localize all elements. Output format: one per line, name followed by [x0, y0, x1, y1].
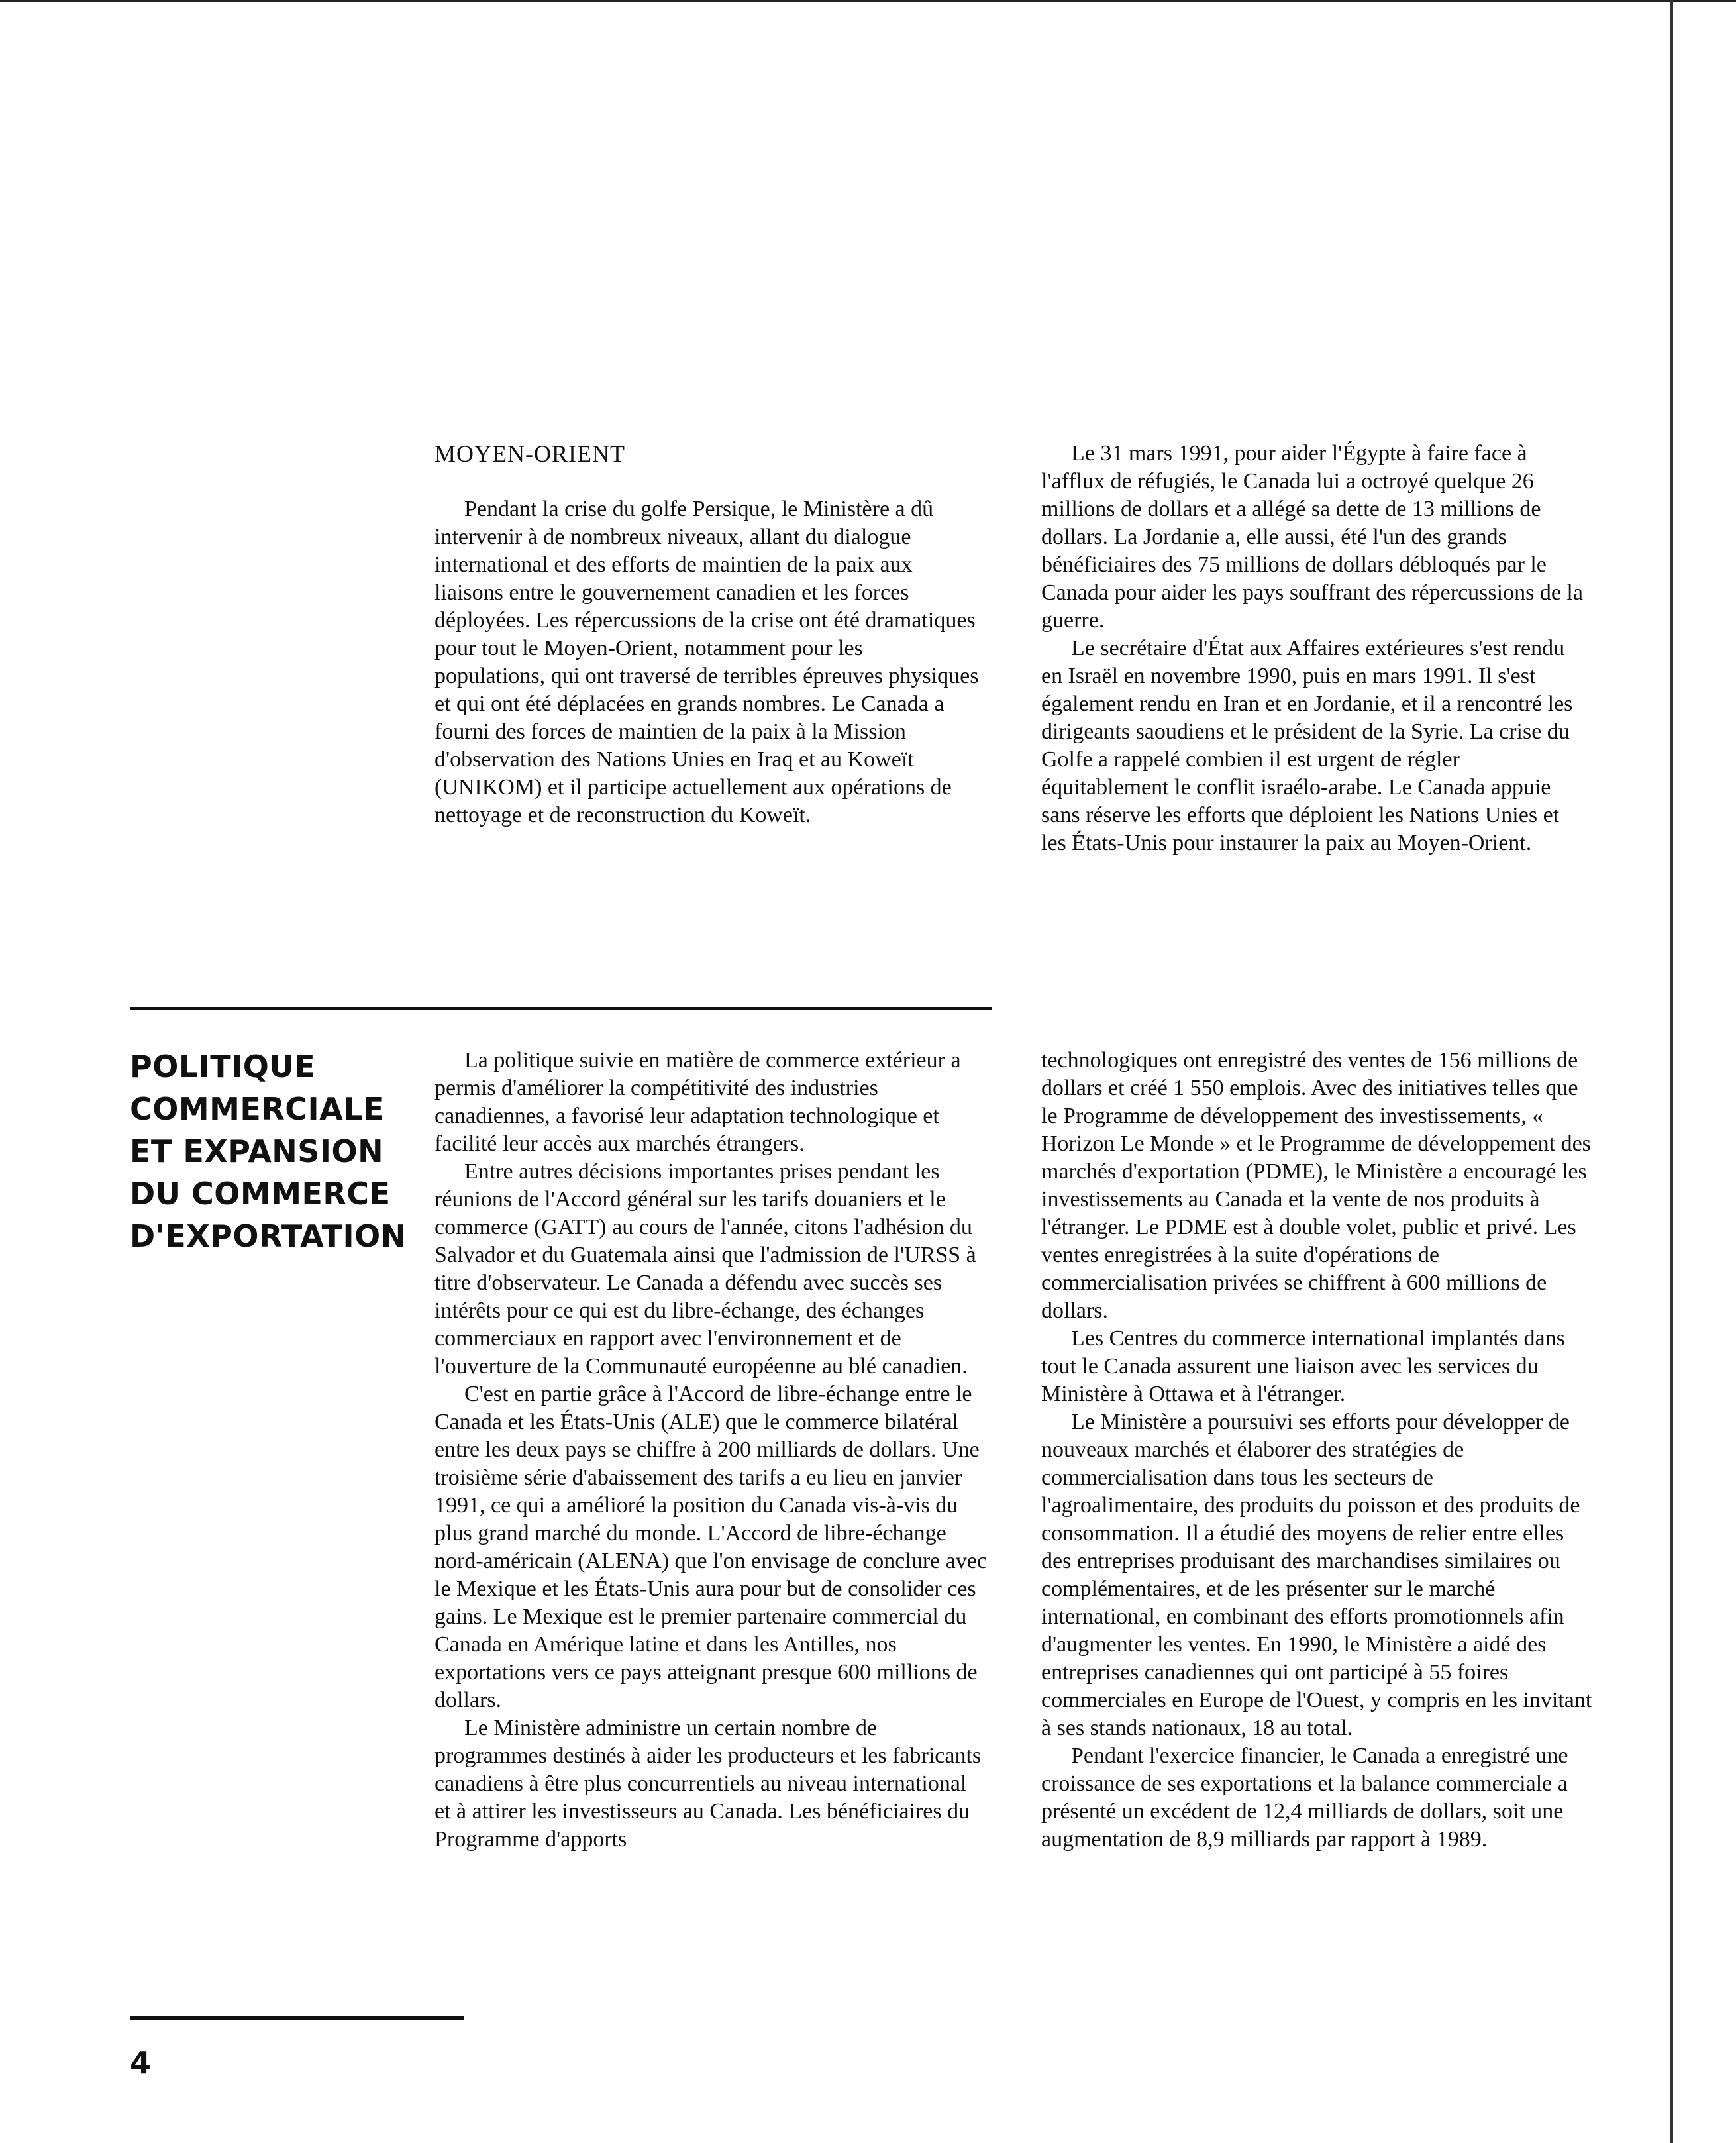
section2-paragraph: Les Centres du commerce international implantés dans tout le Canada assurent une liaison avec les services du Ministère à Ottawa et à l'étranger. — [1041, 1326, 1565, 1406]
section2-heading-line: D'EXPORTATION — [130, 1218, 407, 1254]
section2-heading — [130, 1045, 407, 1257]
section1-paragraph: Le secrétaire d'État aux Affaires extérieures s'est rendu en Israël en novembre 1990, puis en mars 1991. Il s'est également rendu en Iran et en Jordanie, et il a rencontré les dirigeants saoudiens et le président de la Syrie. La crise du Golfe a rappelé combien il est urgent de régler équitablement le conflit israélo-arabe. Le Canada appuie sans réserve les efforts que déploient les Nations Unies et les États-Unis pour instaurer la paix au Moyen-Orient. — [1041, 636, 1573, 855]
page-edge-rule — [1670, 0, 1673, 2143]
section2-heading-line: DU COMMERCE — [130, 1176, 391, 1212]
section1-title: MOYEN-ORIENT — [434, 441, 625, 467]
section2-heading-line: ET EXPANSION — [130, 1133, 384, 1169]
top-rule — [0, 0, 1736, 2]
section2-rule — [130, 1007, 992, 1010]
section1-column-right — [1041, 440, 1587, 857]
page-number: 4 — [130, 2045, 152, 2081]
section2-paragraph: C'est en partie grâce à l'Accord de libre-échange entre le Canada et les États-Unis (ALE) que le commerce bilatéral entre les deux pays se chiffre à 200 milliards de dollars. Une troisième série d'abaissement des tarifs a eu lieu en janvier 1991, ce qui a amélioré la position du Canada vis-à-vis du plus grand marché du monde. L'Accord de libre-échange nord-américain (ALENA) que l'on envisage de conclure avec le Mexique et les États-Unis aura pour but de consolider ces gains. Le Mexique est le premier partenaire commercial du Canada en Amérique latine et dans les Antilles, nos exportations vers ce pays atteignant presque 600 millions de dollars. — [434, 1382, 988, 1712]
section1-paragraph: Le 31 mars 1991, pour aider l'Égypte à faire face à l'afflux de réfugiés, le Canada lui a octroyé quelque 26 millions de dollars et a allégé sa dette de 13 millions de dollars. La Jordanie a, elle aussi, été l'un des grands bénéficiaires des 75 millions de dollars débloqués par le Canada pour aider les pays souffrant des répercussions de la guerre. — [1041, 441, 1583, 633]
footer-rule — [130, 2016, 464, 2020]
section2-column-right — [1041, 1047, 1595, 1854]
section2-paragraph: Le Ministère administre un certain nombre de programmes destinés à aider les producteurs et les fabricants canadiens à être plus concurrentiels au niveau international et à attirer les investisseurs au Canada. Les bénéficiaires du Programme d'apports — [434, 1716, 982, 1852]
section2-column-left — [434, 1047, 988, 1854]
section1-column-left — [434, 440, 979, 829]
section2-paragraph: Entre autres décisions importantes prises pendant les réunions de l'Accord général sur les tarifs douaniers et le commerce (GATT) au cours de l'année, citons l'adhésion du Salvador et du Guatemala ainsi que l'admission de l'URSS à titre d'observateur. Le Canada a défendu avec succès ses intérêts pour ce qui est du libre-échange, des échanges commerciaux en rapport avec l'environnement et de l'ouverture de la Communauté européenne au blé canadien. — [434, 1159, 976, 1379]
section1-paragraph: Pendant la crise du golfe Persique, le Ministère a dû intervenir à de nombreux niveaux, allant du dialogue international et des efforts de maintien de la paix aux liaisons entre le gouvernement canadien et les forces déployées. Les répercussions de la crise ont été dramatiques pour tout le Moyen-Orient, notamment pour les populations, qui ont traversé de terribles épreuves physiques et qui ont été déplacées en grands nombres. Le Canada a fourni des forces de maintien de la paix à la Mission d'observation des Nations Unies en Iraq et au Koweït (UNIKOM) et il participe actuellement aux opérations de nettoyage et de reconstruction du Koweït. — [434, 497, 979, 827]
section2-paragraph: La politique suivie en matière de commerce extérieur a permis d'améliorer la compétitivité des industries canadiennes, a favorisé leur adaptation technologique et facilité leur accès aux marchés étrangers. — [434, 1048, 961, 1156]
section2-paragraph: Le Ministère a poursuivi ses efforts pour développer de nouveaux marchés et élaborer des stratégies de commercialisation dans tous les secteurs de l'agroalimentaire, des produits du poisson et des produits de consommation. Il a étudié des moyens de relier entre elles des entreprises produisant des marchandises similaires ou complémentaires, et de les présenter sur le marché international, en combinant des efforts promotionnels afin d'augmenter les ventes. En 1990, le Ministère a aidé des entreprises canadiennes qui ont participé à 55 foires commerciales en Europe de l'Ouest, y compris en les invitant à ses stands nationaux, 18 au total. — [1041, 1410, 1592, 1740]
section2-heading-line: COMMERCIALE — [130, 1091, 384, 1127]
section2-paragraph: technologiques ont enregistré des ventes de 156 millions de dollars et créé 1 550 emplois. Avec des initiatives telles que le Programme de développement des investissements, « Horizon Le Monde » et le Programme de développement des marchés d'exportation (PDME), le Ministère a encouragé les investissements au Canada et la vente de nos produits à l'étranger. Le PDME est à double volet, public et privé. Les ventes enregistrées à la suite d'opérations de commercialisation privées se chiffrent à 600 millions de dollars. — [1041, 1048, 1591, 1323]
section2-heading-line: POLITIQUE — [130, 1049, 316, 1084]
section2-paragraph: Pendant l'exercice financier, le Canada a enregistré une croissance de ses exportations et la balance commerciale a présenté un excédent de 12,4 milliards de dollars, soit une augmentation de 8,9 milliards par rapport à 1989. — [1041, 1744, 1568, 1852]
